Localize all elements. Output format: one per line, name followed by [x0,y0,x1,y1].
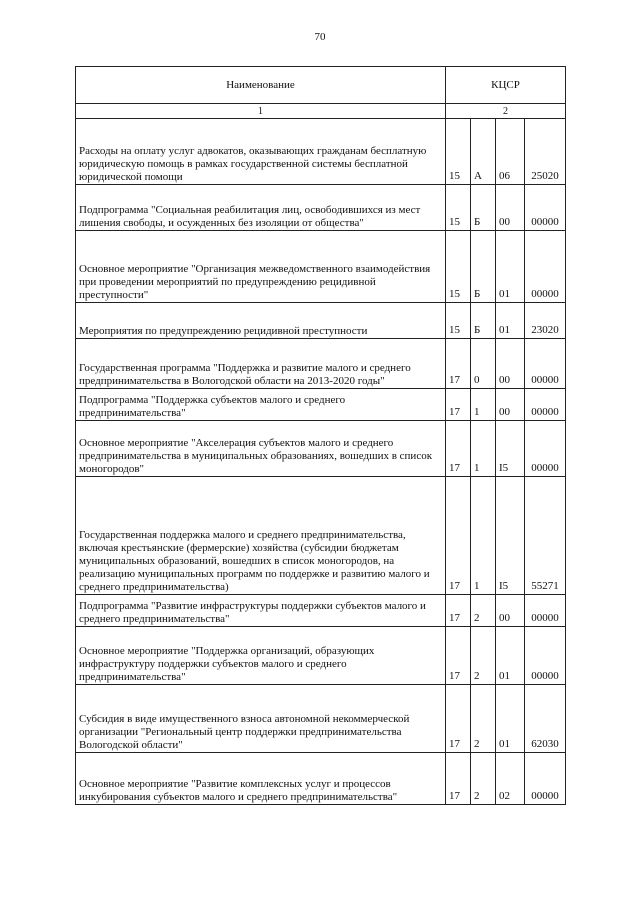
table-row [76,685,566,753]
row-name: Субсидия в виде имущественного взноса автономной некоммерческой организации "Региональный центр поддержки предпринимательства Вологодской области" [76,685,446,753]
page-number: 70 [314,31,326,43]
row-name: Подпрограмма "Поддержка субъектов малого и среднего предпринимательства" [76,389,446,421]
code-activity: 01 [496,303,525,339]
code-subprogram: 2 [471,595,496,627]
table-row [76,231,566,303]
row-name: Основное мероприятие "Развитие комплексных услуг и процессов инкубирования субъектов малого и среднего предпринимательства" [76,753,446,805]
table-row [76,595,566,627]
code-subprogram: 0 [471,339,496,389]
code-activity: I5 [496,477,525,595]
row-name: Подпрограмма "Развитие инфраструктуры поддержки субъектов малого и среднего предпринимательства" [76,595,446,627]
row-name: Основное мероприятие "Организация межведомственного взаимодействия при проведении мероприятий по предупреждению рецидивной преступности" [76,231,446,303]
code-program: 15 [446,231,471,303]
code-direction: 00000 [525,421,566,477]
code-program: 15 [446,119,471,185]
code-direction: 62030 [525,685,566,753]
code-program: 15 [446,185,471,231]
code-direction: 23020 [525,303,566,339]
code-activity: 01 [496,685,525,753]
row-name: Подпрограмма "Социальная реабилитация лиц, освободившихся из мест лишения свободы, и осужденных без изоляции от общества" [76,185,446,231]
code-activity: 01 [496,231,525,303]
code-subprogram: 1 [471,477,496,595]
table-row [76,477,566,595]
code-program: 17 [446,753,471,805]
code-subprogram: 2 [471,627,496,685]
code-program: 17 [446,477,471,595]
table-row [76,119,566,185]
code-direction: 00000 [525,389,566,421]
code-activity: I5 [496,421,525,477]
table-row [76,303,566,339]
header-name: Наименование [76,67,446,104]
code-program: 17 [446,421,471,477]
header-code: КЦСР [446,67,566,104]
table-row [76,753,566,805]
code-subprogram: Б [471,185,496,231]
code-direction: 00000 [525,185,566,231]
header-number-1: 1 [76,104,446,119]
row-name: Мероприятия по предупреждению рецидивной преступности [76,303,446,339]
header-row [76,67,566,104]
code-subprogram: 2 [471,685,496,753]
code-subprogram: 2 [471,753,496,805]
code-activity: 00 [496,389,525,421]
row-name: Государственная программа "Поддержка и развитие малого и среднего предпринимательства в Вологодской области на 2013-2020 годы" [76,339,446,389]
row-name: Расходы на оплату услуг адвокатов, оказывающих гражданам бесплатную юридическую помощь в рамках государственной системы бесплатной юридической помощи [76,119,446,185]
code-activity: 00 [496,185,525,231]
code-subprogram: 1 [471,389,496,421]
code-program: 15 [446,303,471,339]
header-number-2: 2 [446,104,566,119]
code-program: 17 [446,389,471,421]
table-row [76,185,566,231]
table-row [76,627,566,685]
table-row [76,389,566,421]
code-direction: 00000 [525,339,566,389]
row-name: Основное мероприятие "Акселерация субъектов малого и среднего предпринимательства в муниципальных образованиях, вошедших в список моногородов" [76,421,446,477]
code-direction: 25020 [525,119,566,185]
table-row [76,339,566,389]
code-program: 17 [446,685,471,753]
code-direction: 00000 [525,627,566,685]
header-number-row [76,104,566,119]
code-activity: 06 [496,119,525,185]
table-row [76,421,566,477]
code-subprogram: Б [471,303,496,339]
code-program: 17 [446,339,471,389]
code-direction: 00000 [525,595,566,627]
code-subprogram: Б [471,231,496,303]
code-program: 17 [446,595,471,627]
code-activity: 00 [496,595,525,627]
row-name: Государственная поддержка малого и среднего предпринимательства, включая крестьянские (фермерские) хозяйства (субсидии бюджетам муниципальных образований, вошедших в список моногородов, на реализацию муниципальных программ по поддержке и развитию малого и среднего предпринимательства) [76,477,446,595]
code-direction: 00000 [525,753,566,805]
code-activity: 00 [496,339,525,389]
code-activity: 01 [496,627,525,685]
code-subprogram: 1 [471,421,496,477]
code-activity: 02 [496,753,525,805]
code-program: 17 [446,627,471,685]
code-subprogram: А [471,119,496,185]
budget-table [75,66,566,805]
row-name: Основное мероприятие "Поддержка организаций, образующих инфраструктуру поддержки субъектов малого и среднего предпринимательства" [76,627,446,685]
code-direction: 55271 [525,477,566,595]
code-direction: 00000 [525,231,566,303]
